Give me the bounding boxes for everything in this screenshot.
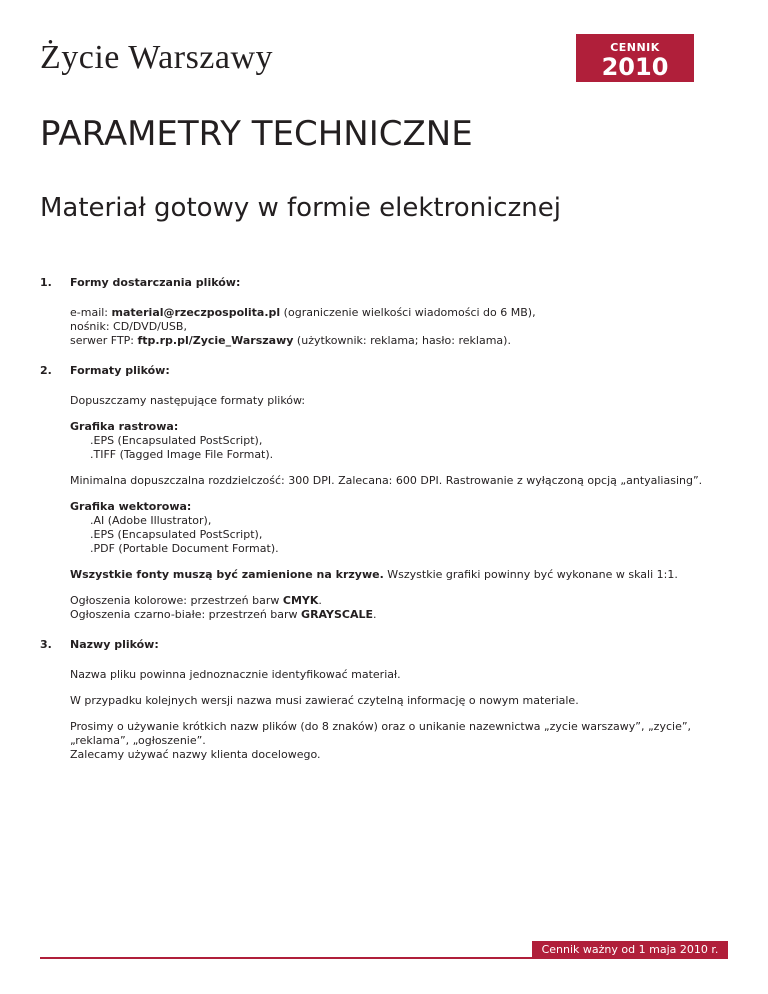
fonts-note [70,568,730,582]
filename-rule-1: Nazwa pliku powinna jednoznacznie identyfikować materiał. [70,668,401,681]
ftp-address: ftp.rp.pl/Zycie_Warszawy [137,334,294,347]
filename-rule-4: Zalecamy używać nazwy klienta docelowego. [70,748,321,761]
vector-item: .AI (Adobe Illustrator), [90,514,212,527]
section-title: Formaty plików: [70,364,170,377]
fonts-note-rest: Wszystkie grafiki powinny być wykonane w skali 1:1. [383,568,678,581]
color-value: CMYK [282,594,319,607]
email-note: (ograniczenie wielkości wiadomości do 6 MB), [280,306,536,319]
page-title: PARAMETRY TECHNICZNE [40,114,473,154]
ftp-label: serwer FTP: [70,334,138,347]
formats-intro: Dopuszczamy następujące formaty plików: [70,394,306,407]
section-filenames [40,638,730,762]
vector-item: .EPS (Encapsulated PostScript), [90,528,263,541]
cennik-year: 2010 [601,53,669,81]
section-number: 2. [40,364,52,377]
fonts-note-bold: Wszystkie fonty muszą być zamienione na krzywe. [70,568,384,581]
section-title: Formy dostarczania plików: [70,276,241,289]
cennik-label: CENNIK [610,41,660,54]
email-label: e-mail: [70,306,112,319]
bw-label: Ogłoszenia czarno-białe: przestrzeń barw [70,608,302,621]
email-address: material@rzeczpospolita.pl [111,306,281,319]
punctuation: . [373,608,377,621]
raster-item: .EPS (Encapsulated PostScript), [90,434,263,447]
filename-rule-2: W przypadku kolejnych wersji nazwa musi zawierać czytelną informację o nowym materiale. [70,694,579,707]
section-formats [40,364,730,622]
section-title: Nazwy plików: [70,638,159,651]
cennik-badge [576,34,694,82]
bw-value: GRAYSCALE [301,608,374,621]
document-content [40,276,730,778]
section-number: 1. [40,276,52,289]
raster-title [70,420,730,434]
vector-heading: Grafika wektorowa: [70,500,192,513]
punctuation: . [318,594,322,607]
ftp-note: (użytkownik: reklama; hasło: reklama). [293,334,511,347]
section-number: 3. [40,638,52,651]
bw-space-line [70,608,730,622]
newspaper-logo: Życie Warszawy [40,39,274,76]
filename-rule-3: Prosimy o używanie krótkich nazw plików (do 8 znaków) oraz o unikanie nazewnictwa „zycie warszawy”, „zycie”, „reklama”, „ogłoszenie”. [70,720,692,747]
media-line: nośnik: CD/DVD/USB, [70,320,187,333]
email-line [70,306,730,320]
section-delivery [40,276,730,348]
footer-validity: Cennik ważny od 1 maja 2010 r. [532,941,728,959]
color-space-line [70,594,730,608]
raster-heading: Grafika rastrowa: [70,420,179,433]
ftp-line [70,334,730,348]
raster-item: .TIFF (Tagged Image File Format). [90,448,274,461]
page-subtitle: Materiał gotowy w formie elektronicznej [40,193,561,223]
vector-title [70,500,730,514]
vector-item: .PDF (Portable Document Format). [90,542,279,555]
resolution-note: Minimalna dopuszczalna rozdzielczość: 300 DPI. Zalecana: 600 DPI. Rastrowanie z wyłączoną opcją „antyaliasing”. [70,474,703,487]
color-label: Ogłoszenia kolorowe: przestrzeń barw [70,594,283,607]
